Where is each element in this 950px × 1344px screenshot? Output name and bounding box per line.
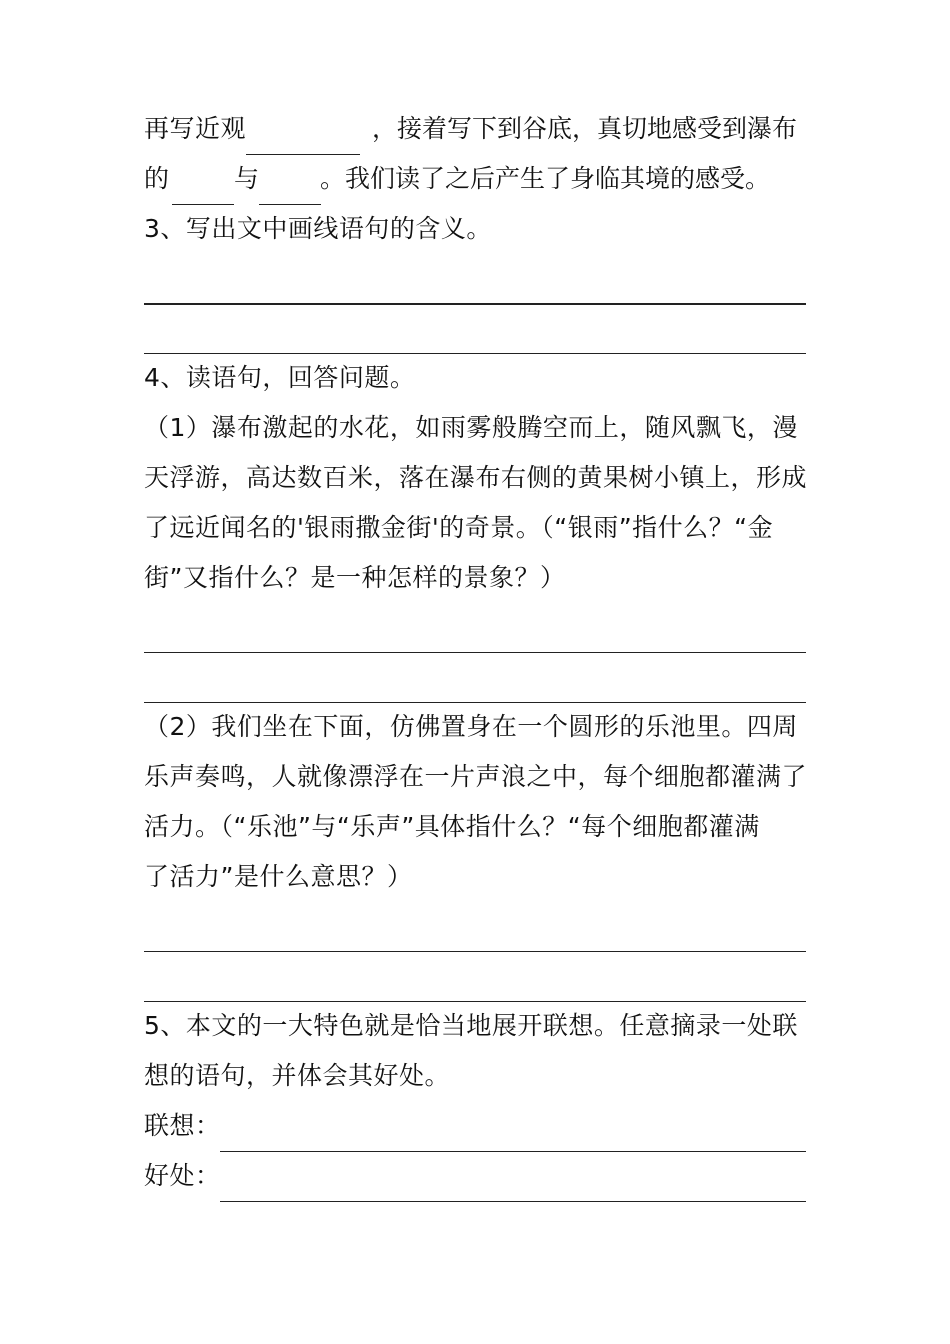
q4-title: 4、读语句，回答问题。	[144, 363, 416, 392]
q4-p2-answer-line-1[interactable]	[144, 951, 806, 952]
q3-title: 3、写出文中画线语句的含义。	[144, 214, 492, 243]
q2-line1-end: ，接着写下到谷底，真切地感受到瀑布	[372, 114, 798, 143]
answer-blank-1[interactable]	[172, 204, 234, 205]
q4-p1-line: 了远近闻名的'银雨撒金街'的奇景。（“银雨”指什么？“金	[144, 513, 774, 542]
association-answer-line[interactable]	[220, 1151, 806, 1152]
q4-p2-line: 了活力”是什么意思？）	[144, 862, 413, 891]
q4-p2-line: 活力。（“乐池”与“乐声”具体指什么？“每个细胞都灌满	[144, 812, 760, 841]
q2-line2-end: 。我们读了之后产生了身临其境的感受。	[320, 164, 771, 193]
benefit-answer-line[interactable]	[220, 1201, 806, 1202]
q3-answer-line-2[interactable]	[144, 353, 806, 354]
association-label: 联想：	[144, 1111, 221, 1140]
q5-line: 想的语句，并体会其好处。	[144, 1061, 451, 1090]
q4-p2-line: （2）我们坐在下面，仿佛置身在一个圆形的乐池里。四周	[144, 712, 798, 741]
q4-p2-answer-line-2[interactable]	[144, 1001, 806, 1002]
q4-p1-answer-line-1[interactable]	[144, 652, 806, 653]
benefit-label: 好处：	[144, 1161, 221, 1190]
q4-p1-answer-line-2[interactable]	[144, 702, 806, 703]
q3-answer-line-1[interactable]	[144, 303, 806, 305]
q4-p1-line: 街”又指什么？是一种怎样的景象？）	[144, 563, 566, 592]
q5-line: 5、本文的一大特色就是恰当地展开联想。任意摘录一处联	[144, 1011, 798, 1040]
q2-line2-start: 的	[144, 164, 170, 193]
q4-p1-line: 天浮游，高达数百米，落在瀑布右侧的黄果树小镇上，形成	[144, 463, 808, 492]
q2-line1-start: 再写近观	[144, 114, 247, 143]
q4-p2-line: 乐声奏鸣，人就像漂浮在一片声浪之中，每个细胞都灌满了	[144, 762, 808, 791]
answer-blank-2[interactable]	[259, 204, 321, 205]
answer-blank-near-view[interactable]	[246, 154, 360, 155]
q4-p1-line: （1）瀑布激起的水花，如雨雾般腾空而上，随风飘飞，漫	[144, 413, 798, 442]
q2-line2-mid: 与	[234, 164, 260, 193]
